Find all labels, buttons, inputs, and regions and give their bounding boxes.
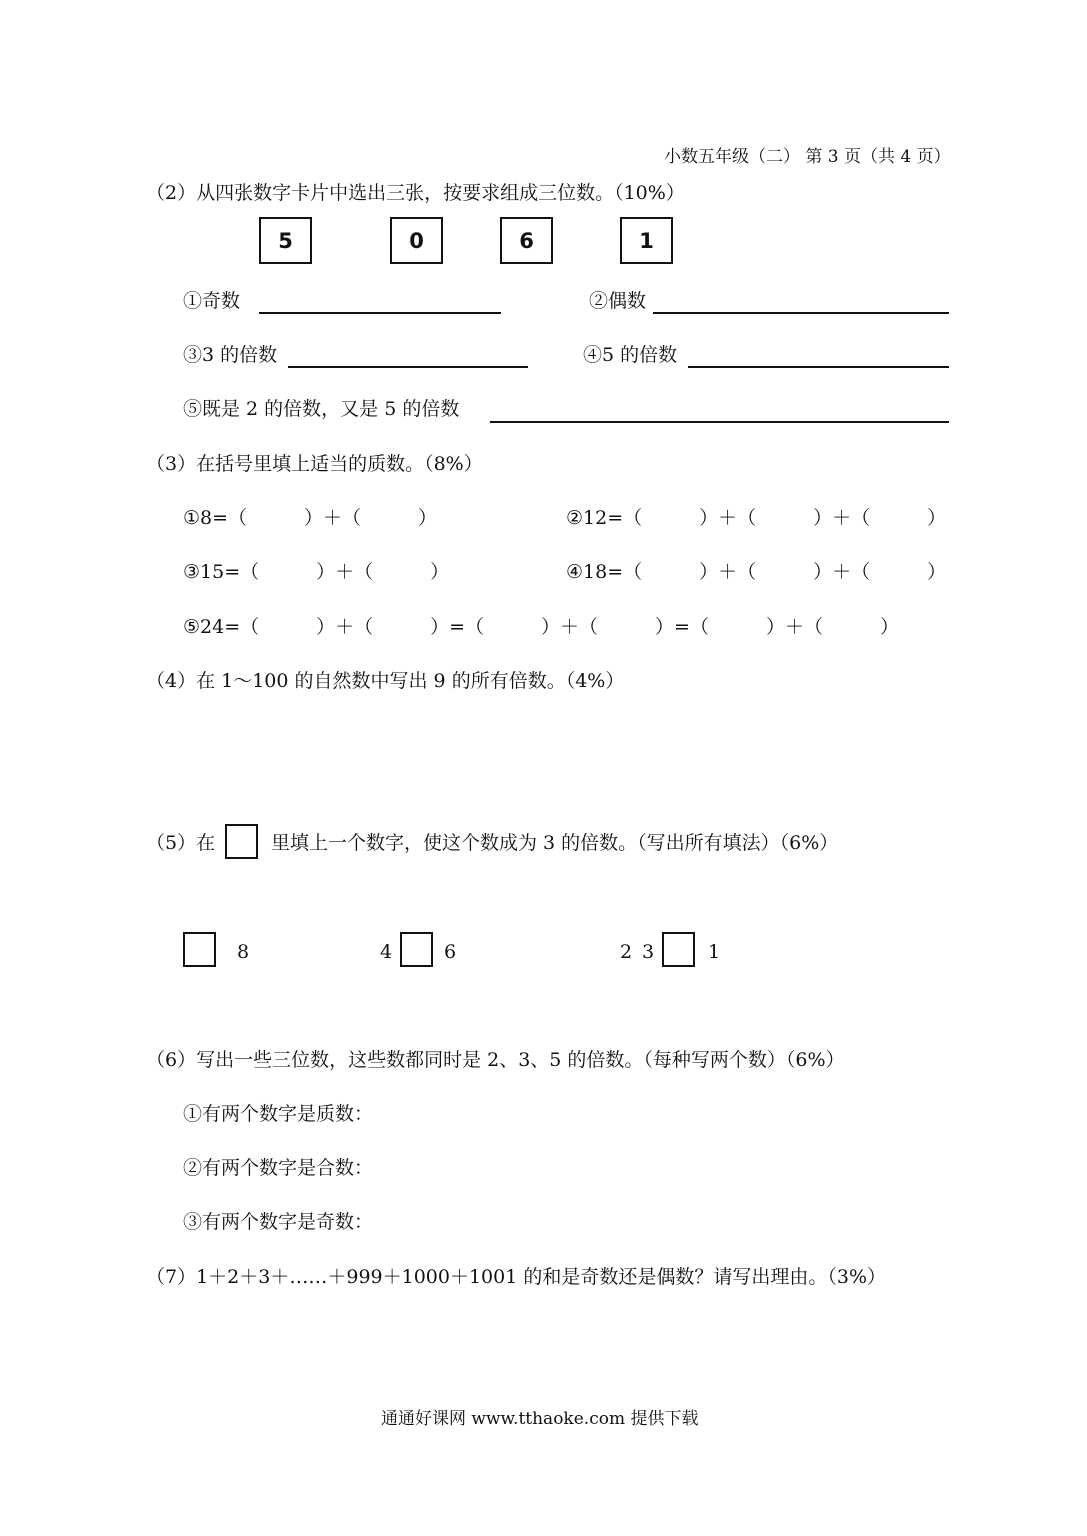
answer-line-multiple-of-3[interactable] [288, 366, 528, 368]
item-odd-label: ①奇数 [183, 290, 241, 312]
answer-line-multiple-of-5[interactable] [688, 366, 949, 368]
answer-line-multiple-of-2-and-5[interactable] [490, 421, 949, 423]
item-multiple-of-5-label: ④5 的倍数 [583, 344, 678, 366]
number-card-1: 1 [620, 217, 673, 264]
digit-1: 1 [708, 941, 721, 963]
blank-box-1[interactable] [183, 932, 216, 967]
question-2-title: （2）从四张数字卡片中选出三张，按要求组成三位数。（10%） [146, 182, 685, 204]
digit-6: 6 [444, 941, 457, 963]
number-card-6: 6 [500, 217, 553, 264]
answer-line-even[interactable] [653, 312, 949, 314]
prime-sum-18[interactable]: ④18=（ ）＋（ ）＋（ ） [566, 561, 947, 583]
question-6-title: （6）写出一些三位数，这些数都同时是 2、3、5 的倍数。（每种写两个数）（6%） [146, 1049, 845, 1071]
page-footer: 通通好课网 www.tthaoke.com 提供下载 [381, 1409, 699, 1429]
digit-4: 4 [380, 941, 393, 963]
item-multiple-of-2-and-5-label: ⑤既是 2 的倍数，又是 5 的倍数 [183, 398, 460, 420]
number-card-0: 0 [390, 217, 443, 264]
question-7-title: （7）1＋2＋3＋……＋999＋1000＋1001 的和是奇数还是偶数？请写出理由。（3%） [146, 1266, 887, 1288]
page-header: 小数五年级（二） 第 3 页（共 4 页） [664, 147, 951, 167]
blank-box-3[interactable] [662, 932, 695, 967]
blank-box-2[interactable] [400, 932, 433, 967]
question-3-title: （3）在括号里填上适当的质数。（8%） [146, 453, 483, 475]
digit-3: 3 [642, 941, 655, 963]
item-two-prime-digits[interactable]: ①有两个数字是质数： [183, 1103, 374, 1125]
example-blank-box [225, 824, 258, 859]
digit-8: 8 [237, 941, 250, 963]
item-multiple-of-3-label: ③3 的倍数 [183, 344, 278, 366]
prime-sum-15[interactable]: ③15=（ ）＋（ ） [183, 561, 450, 583]
prime-sum-24[interactable]: ⑤24=（ ）＋（ ）=（ ）＋（ ）=（ ）＋（ ） [183, 616, 899, 638]
digit-2: 2 [620, 941, 633, 963]
item-two-odd-digits[interactable]: ③有两个数字是奇数： [183, 1211, 374, 1233]
item-even-label: ②偶数 [589, 290, 647, 312]
prime-sum-8[interactable]: ①8=（ ）＋（ ） [183, 507, 438, 529]
prime-sum-12[interactable]: ②12=（ ）＋（ ）＋（ ） [566, 507, 947, 529]
question-4-title: （4）在 1～100 的自然数中写出 9 的所有倍数。（4%） [146, 670, 625, 692]
item-two-composite-digits[interactable]: ②有两个数字是合数： [183, 1157, 374, 1179]
answer-line-odd[interactable] [259, 312, 501, 314]
number-card-5: 5 [259, 217, 312, 264]
question-5-prefix: （5）在 [146, 832, 216, 854]
question-5-suffix: 里填上一个数字，使这个数成为 3 的倍数。（写出所有填法）（6%） [271, 832, 839, 854]
